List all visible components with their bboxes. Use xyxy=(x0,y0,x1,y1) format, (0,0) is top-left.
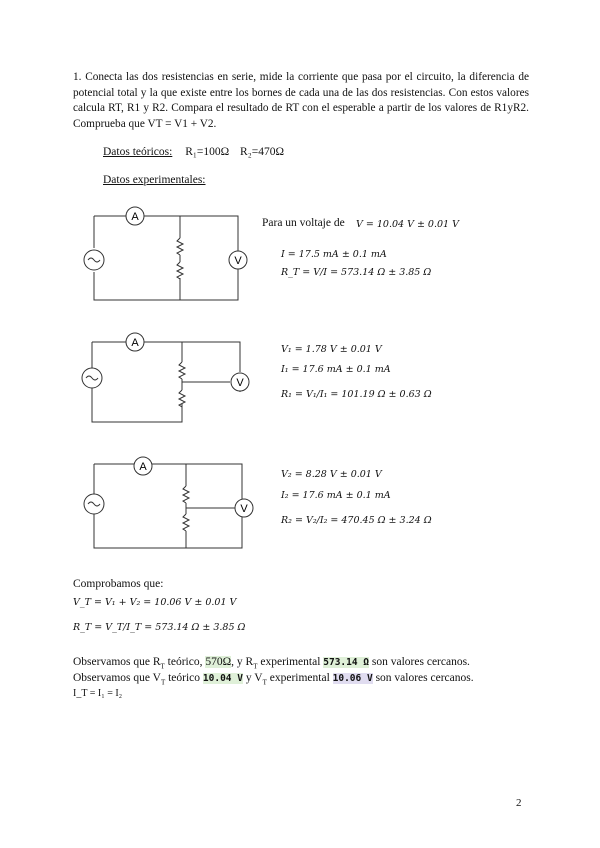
obs1-sub-2: T xyxy=(253,662,258,671)
theory-label: Datos teóricos: xyxy=(103,146,173,158)
obs2-text-c: y V xyxy=(242,672,263,684)
obs1-text-e: son valores cercanos. xyxy=(369,656,470,668)
obs1-text-a: Observamos que R xyxy=(73,656,161,668)
check-rt: R_T = V_T/I_T = 573.14 Ω ± 3.85 Ω xyxy=(73,622,246,633)
obs1-text-b: teórico, xyxy=(164,656,206,668)
voltmeter-label: V xyxy=(236,377,244,389)
block1-current: I = 17.5 mA ± 0.1 mA xyxy=(281,249,387,260)
obs2-text-a: Observamos que V xyxy=(73,672,161,684)
circuit-diagram-r2 xyxy=(80,458,260,553)
page-number: 2 xyxy=(516,797,522,809)
obs1-theory-value: 570Ω xyxy=(205,656,232,668)
theory-r2: R₂=470Ω xyxy=(240,146,284,158)
ammeter-label: A xyxy=(131,211,139,223)
intro-paragraph: 1. Conecta las dos resistencias en serie, mide la corriente que pasa por el circuito, la diferencia de potencial total y la que existe entre los bornes de cada una de las dos resistencias. Con estos valores calcula RT, R1 y R2. Compara el resultado de RT con el esperable a partir de los valores de R1yR2. Comprueba que VT = V1 + V2. xyxy=(73,71,529,130)
theory-r1: R₁=100Ω xyxy=(185,146,230,158)
block2-current: I₁ = 17.6 mA ± 0.1 mA xyxy=(281,364,391,375)
ammeter-label: A xyxy=(131,337,139,349)
ammeter-label: A xyxy=(139,461,147,473)
observation-current: I_T = I₁ = I₂ xyxy=(73,688,123,699)
circuit-diagram-r1 xyxy=(78,334,258,429)
obs1-text-d: experimental xyxy=(257,656,324,668)
block3-resistance: R₂ = V₂/I₂ = 470.45 Ω ± 3.24 Ω xyxy=(281,515,432,526)
check-vt: V_T = V₁ + V₂ = 10.06 V ± 0.01 V xyxy=(73,597,237,608)
block3-voltage: V₂ = 8.28 V ± 0.01 V xyxy=(281,469,382,480)
obs2-sub-2: T xyxy=(262,678,267,687)
observation-rt xyxy=(73,656,470,670)
obs2-text-d: experimental xyxy=(266,672,333,684)
obs1-sub: T xyxy=(160,662,165,671)
check-label: Comprobamos que: xyxy=(73,578,164,590)
theory-data xyxy=(103,146,284,158)
block2-voltage: V₁ = 1.78 V ± 0.01 V xyxy=(281,344,382,355)
obs2-text-b: teórico xyxy=(165,672,203,684)
block1-resistance: R_T = V/I = 573.14 Ω ± 3.85 Ω xyxy=(281,267,432,278)
circuit-diagram-total xyxy=(80,210,250,305)
obs2-experimental-value: 10.06 V xyxy=(332,673,373,684)
block3-current: I₂ = 17.6 mA ± 0.1 mA xyxy=(281,490,391,501)
obs2-theory-value: 10.04 V xyxy=(202,673,243,684)
voltmeter-label: V xyxy=(234,255,242,267)
block1-prefix: Para un voltaje de xyxy=(262,217,345,229)
obs2-text-e: son valores cercanos. xyxy=(372,672,474,684)
obs1-experimental-value: 573.14 Ω xyxy=(323,657,370,668)
obs1-text-c: , y R xyxy=(231,656,254,668)
observation-vt xyxy=(73,672,474,686)
block1-voltage: V = 10.04 V ± 0.01 V xyxy=(356,219,459,230)
block2-resistance: R₁ = V₁/I₁ = 101.19 Ω ± 0.63 Ω xyxy=(281,389,432,400)
obs2-sub: T xyxy=(160,678,166,687)
experimental-label: Datos experimentales: xyxy=(103,174,206,186)
voltmeter-label: V xyxy=(240,503,248,515)
